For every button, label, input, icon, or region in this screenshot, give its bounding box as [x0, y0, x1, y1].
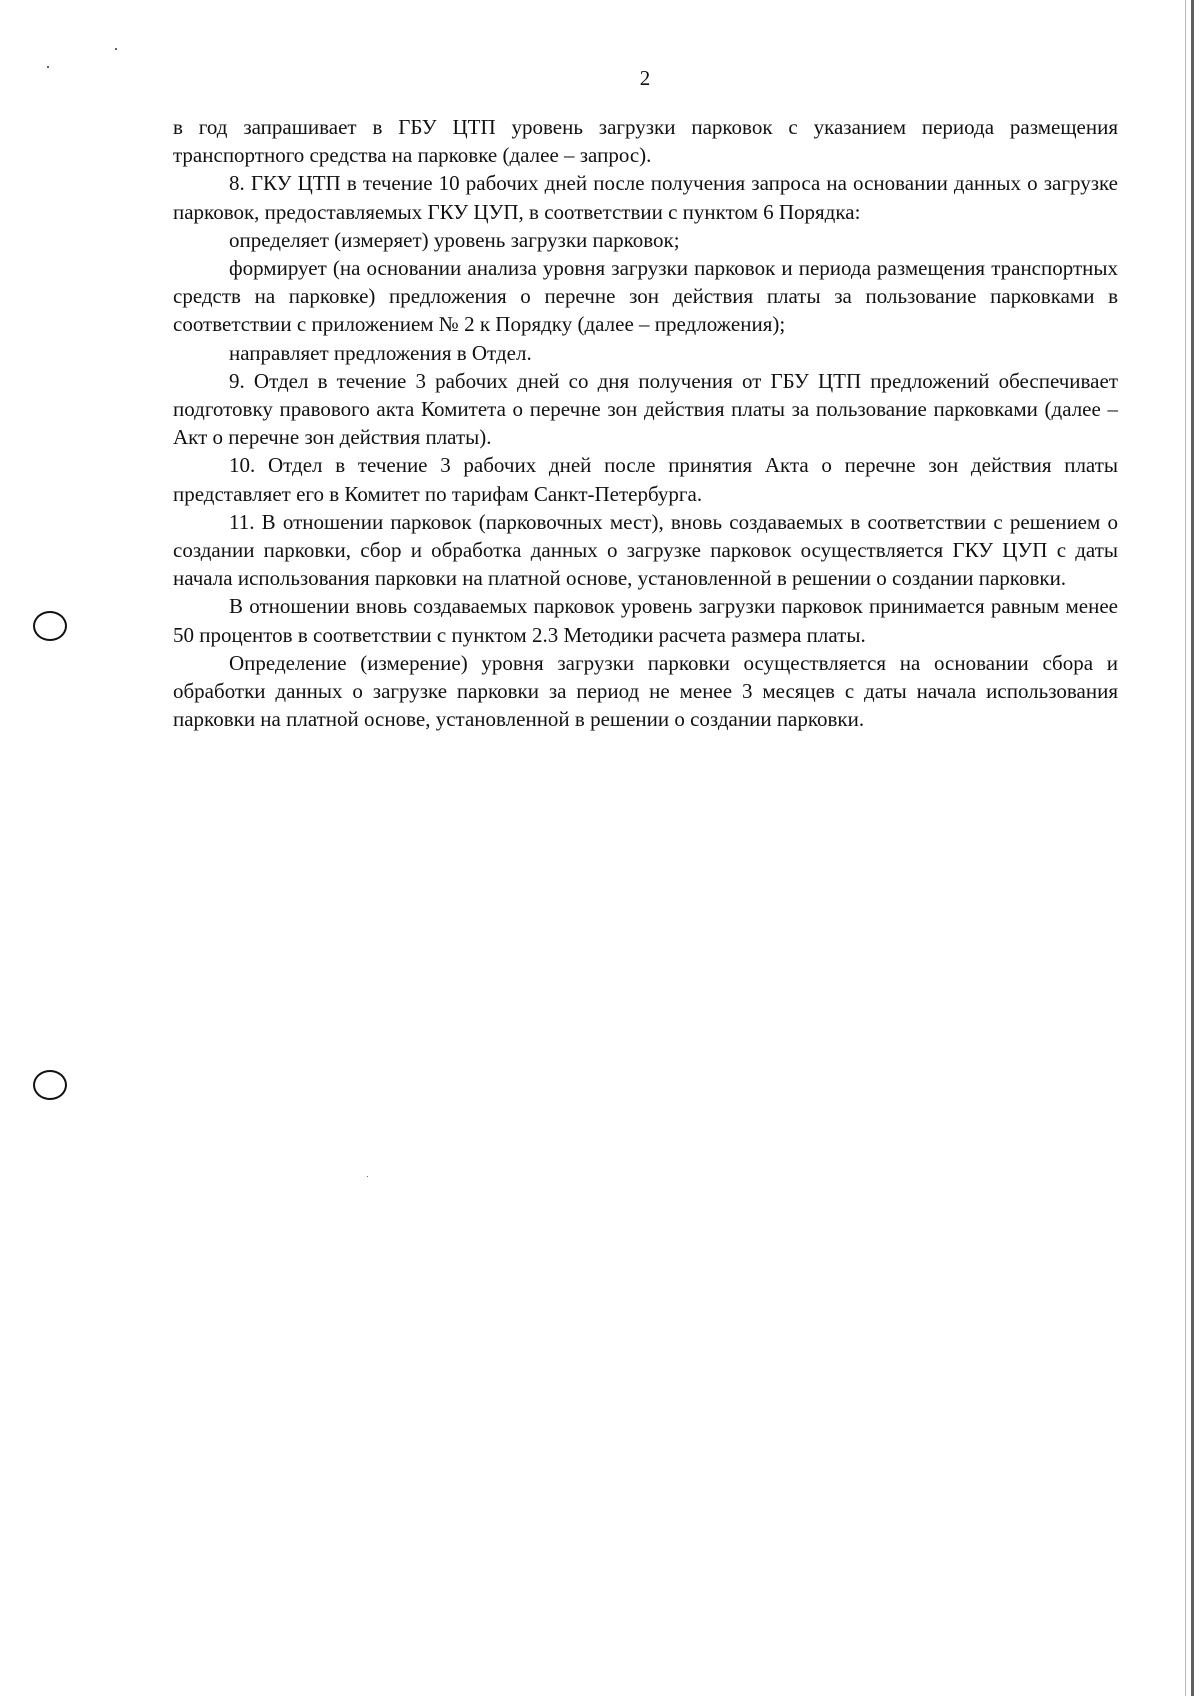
paragraph-item-10: 10. Отдел в течение 3 рабочих дней после принятия Акта о перечне зон действия платы представляет его в Комитет по тарифам Санкт-Петербурга. — [173, 453, 1118, 506]
paragraph-item-11: 11. В отношении парковок (парковочных мест), вновь создаваемых в соответствии с решением о создании парковки, сбор и обработка данных о загрузке парковок осуществляется ГКУ ЦУП с даты начала использования парковки на платной основе, установленной в решении о создании парковки. — [173, 509, 1118, 591]
punch-hole — [33, 611, 67, 641]
paragraph-new-parkings-load: В отношении вновь создаваемых парковок уровень загрузки парковок принимается равным менее 50 процентов в соответствии с пунктом 2.3 Методики расчета размера платы. — [173, 594, 1118, 647]
paragraph-item-8-form-proposals: формирует (на основании анализа уровня загрузки парковок и периода размещения транспортных средств на парковке) предложения о перечне зон действия платы за пользование парковками в соответствии с приложением № 2 к Порядку (далее – предложения); — [173, 256, 1118, 337]
scan-speck — [115, 48, 117, 50]
paragraph-continuation: в год запрашивает в ГБУ ЦТП уровень загрузки парковок с указанием периода размещения транспортного средства на парковке (далее – запрос). — [173, 115, 1118, 168]
paragraph-item-8-measure: определяет (измеряет) уровень загрузки парковок; — [229, 227, 680, 252]
page-number: 2 — [639, 66, 651, 90]
paragraph-item-8: 8. ГКУ ЦТП в течение 10 рабочих дней после получения запроса на основании данных о загрузке парковок, предоставляемых ГКУ ЦУП, в соответствии с пунктом 6 Порядка: — [173, 171, 1118, 224]
scan-speck — [367, 1176, 368, 1177]
scan-speck — [47, 66, 49, 68]
paragraph-item-9: 9. Отдел в течение 3 рабочих дней со дня получения от ГБУ ЦТП предложений обеспечивает подготовку правового акта Комитета о перечне зон действия платы за пользование парковками (далее – Акт о перечне зон действия платы). — [173, 368, 1118, 450]
scan-edge-shadow — [1191, 0, 1194, 1696]
punch-hole — [33, 1070, 67, 1100]
paragraph-load-measurement: Определение (измерение) уровня загрузки парковки осуществляется на основании сбора и обработки данных о загрузке парковки за период не менее 3 месяцев с даты начала использования парковки на платной основе, установленной в решении о создании парковки. — [173, 650, 1118, 732]
document-body — [173, 113, 1118, 733]
scan-edge-line — [1185, 0, 1186, 1696]
paragraph-item-8-send-proposals: направляет предложения в Отдел. — [229, 340, 532, 365]
